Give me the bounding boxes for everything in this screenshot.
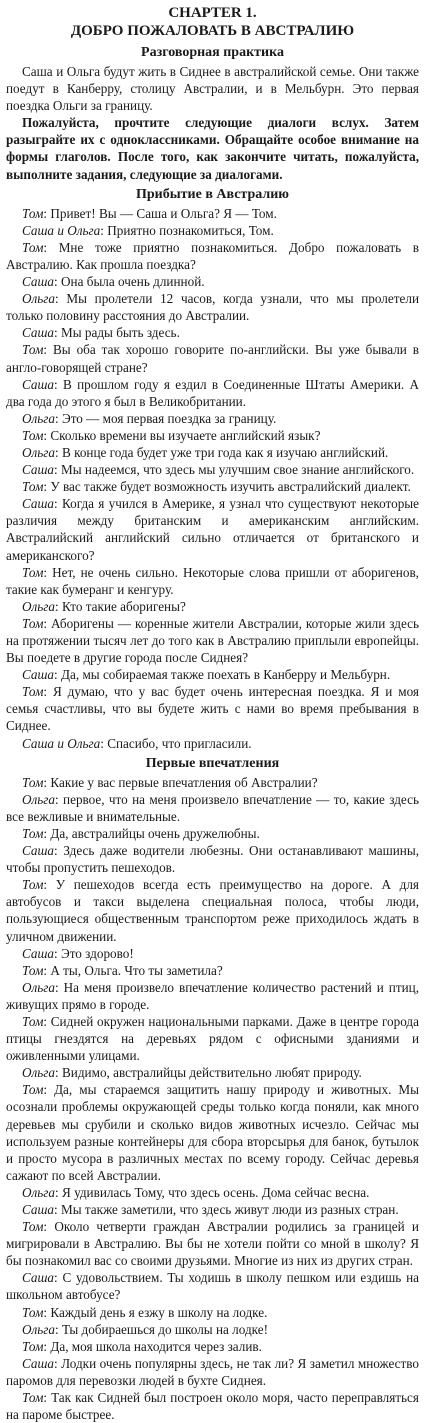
dialogue-line: Саша: Мы надеемся, что здесь мы улучшим свое знание английского. <box>22 462 415 478</box>
dialogue-line: Саша: Мы также заметили, что здесь живут люди из разных стран. <box>22 1202 399 1217</box>
paragraph-text: Каждый день я езжу в школу на лодке. <box>50 1304 268 1320</box>
paragraph-text: Какие у вас первые впечатления об Австралии? <box>50 774 318 790</box>
speaker-name: Том <box>22 1082 44 1098</box>
speaker-name: Том <box>22 205 44 221</box>
paragraph-text: Приятно познакомиться, Том. <box>107 222 274 238</box>
dialogue-line: Саша и Ольга: Спасибо, что пригласили. <box>22 735 252 751</box>
dialogue-line: Том: У пешеходов всегда есть преимущество на дороге. А для автобусов и такси выделена специальная полоса, чтобы люди, пользующиеся общественным транспортом реже приходилось ждать в уличном движении. <box>6 877 419 944</box>
paragraph-text: С удовольствием. Ты ходишь в школу пешком или ездишь на школьном автобусе? <box>6 1270 419 1303</box>
speaker-name: Саша и Ольга <box>22 735 101 751</box>
paragraph-text: Около четверти граждан Австралии родились за границей и мигрировали в Австралию. Вы бы не хотели пойти со мной в школу? Я бы познакомил вас со своими друзьями. Многие из них из других стран. <box>6 1219 419 1269</box>
speaker-name: Том <box>22 877 44 893</box>
dialogue-line: Том: А ты, Ольга. Что ты заметила? <box>22 962 223 978</box>
speaker-name: Том <box>22 1219 44 1235</box>
dialogue-line: Саша: В прошлом году я ездил в Соединенные Штаты Америки. А два года до этого я был в Великобритании. <box>6 376 419 409</box>
dialogue-line: Саша: Мы рады быть здесь. <box>22 325 180 341</box>
section-title: Разговорная практика <box>141 45 284 60</box>
chapter-label: CHAPTER 1. <box>168 5 257 21</box>
dialogue-line: Том: Нет, не очень сильно. Некоторые слова пришли от аборигенов, такие как бумеранг и кенгуру. <box>6 564 419 597</box>
speaker-name: Ольга <box>22 410 56 426</box>
dialogue-line: Саша: Здесь даже водители любезны. Они останавливают машины, чтобы пропустить пешеходов. <box>6 843 420 876</box>
paragraph-text: Это здорово! <box>61 945 134 961</box>
speaker-name: Ольга <box>22 1184 56 1200</box>
paragraph-text: Сидней окружен национальными парками. Даже в центре города птицы гнездятся на деревьях рядом с офисными зданиями и оживленными улицами. <box>6 1013 419 1064</box>
paragraph-text: Здесь даже водители любезны. Они останавливают машины, чтобы пропустить пешеходов. <box>6 843 420 876</box>
paragraph-text: Привет! Вы — Саша и Ольга? Я — Том. <box>50 205 277 221</box>
paragraph-text: Саша и Ольга будут жить в Сиднее в австралийской семье. Они также поедут в Канберру, столицу Австралии, и в Мельбурн. Это первая поездка Ольги за границу. <box>6 64 419 114</box>
speaker-name: Ольга <box>22 979 56 995</box>
paragraph-text: Так как Сидней был построен около моря, часто переправляться на пароме быстрее. <box>6 1390 419 1423</box>
paragraph-text: первое, что на меня произвело впечатление — то, какие здесь все вежливые и внимательные. <box>6 791 419 824</box>
speaker-name: Саша <box>22 376 55 392</box>
paragraph-text: Это — моя первая поездка за границу. <box>61 410 277 426</box>
speaker-name: Том <box>22 342 44 358</box>
speaker-name: Ольга <box>22 1321 56 1337</box>
paragraph-text: Да, моя школа находится через залив. <box>50 1338 262 1354</box>
dialogue-line: Том: Вы оба так хорошо говорите по-английски. Вы уже бывали в англо-говорящей стране? <box>6 342 419 375</box>
dialogue-line: Том: Мне тоже приятно познакомиться. Добро пожаловать в Австралию. Как прошла поездка? <box>6 239 419 272</box>
speaker-name: Ольга <box>22 791 56 807</box>
dialogue-line: Том: Сколько времени вы изучаете английский язык? <box>22 427 321 443</box>
paragraph-text: У пешеходов всегда есть преимущество на дороге. А для автобусов и такси выделена специальная полоса, чтобы люди, пользующиеся общественным транспортом реже приходилось ждать в уличном движении. <box>6 877 419 944</box>
dialogue-line: Том: Да, моя школа находится через залив. <box>22 1338 262 1354</box>
dialogue-line: Саша: С удовольствием. Ты ходишь в школу пешком или ездишь на школьном автобусе? <box>6 1270 419 1303</box>
speaker-name: Том <box>22 427 44 443</box>
paragraph-text: Когда я учился в Америке, я узнал что существуют некоторые различия между британским и американским английским. Австралийский английский сильно отличается от британского и американского? <box>6 496 419 563</box>
paragraph-text: Аборигены — коренные жители Австралии, которые жили здесь на протяжении тысяч лет до того как в Австралию приплыли европейцы. Вы поедете в другие города после Сиднея? <box>6 615 419 666</box>
dialogue-line: Ольга: Мы пролетели 12 часов, когда узнали, что мы пролетели только половину расстояния до Австралии. <box>6 291 419 324</box>
speaker-name: Том <box>22 825 44 841</box>
dialogue-line: Том: Какие у вас первые впечатления об Австралии? <box>22 774 318 790</box>
dialogue-line: Том: Около четверти граждан Австралии родились за границей и мигрировали в Австралию. Вы бы не хотели пойти со мной в школу? Я бы познакомил вас со своими друзьями. Многие из них из других стран. <box>6 1219 419 1269</box>
paragraph-text: В прошлом году я ездил в Соединенные Штаты Америки. А два года до этого я был в Великобритании. <box>6 376 419 409</box>
speaker-name: Том <box>22 684 44 700</box>
dialogue-line: Том: Да, мы стараемся защитить нашу природу и животных. Мы осознали проблемы окружающей среды только когда поняли, как много деревьев мы срубили и сколько видов животных исчезло. Сейчас мы используем разные контейнеры для сбора вторсырья для банок, бутылок и просто мусора в различных местах по всему городу. Сейчас деревья сажают по всей Австралии. <box>6 1082 419 1183</box>
speaker-name: Том <box>22 774 44 790</box>
paragraph-text: Ты добираешься до школы на лодке! <box>61 1321 268 1337</box>
speaker-name: Ольга <box>22 598 56 614</box>
speaker-name: Том <box>22 1338 44 1354</box>
paragraph-text: Видимо, австралийцы действительно любят природу. <box>61 1065 362 1081</box>
speaker-name: Саша и Ольга <box>22 222 101 238</box>
paragraph-text: Кто такие аборигены? <box>61 598 186 614</box>
document-page <box>6 4 419 1423</box>
chapter-title: ДОБРО ПОЖАЛОВАТЬ В АВСТРАЛИЮ <box>70 23 355 39</box>
speaker-name: Ольга <box>22 291 56 307</box>
speaker-name: Саша <box>22 1355 55 1371</box>
paragraph-text: Мы надеемся, что здесь мы улучшим свое знание английского. <box>61 462 415 478</box>
paragraph <box>6 63 419 114</box>
dialogue-line: Саша: Когда я учился в Америке, я узнал что существуют некоторые различия между британским и американским английским. Австралийский английский сильно отличается от британского и американского? <box>6 496 419 563</box>
section-title: Прибытие в Австралию <box>135 186 290 202</box>
paragraph-text: Да, австралийцы очень дружелюбны. <box>50 825 260 841</box>
paragraph-text: Да, мы собираемая также поехать в Канберру и Мельбурн. <box>61 667 391 683</box>
paragraph-text: Мне тоже приятно познакомиться. Добро пожаловать в Австралию. Как прошла поездка? <box>6 239 419 272</box>
paragraph-text: Пожалуйста, прочтите следующие диалоги вслух. Затем разыграйте их с одноклассниками. Обращайте особое внимание на формы глаголов. После того, как закончите читать, пожалуйста, выполните задания, следующие за диалогами. <box>6 115 419 182</box>
speaker-name: Том <box>22 962 44 978</box>
dialogue-line: Том: Так как Сидней был построен около моря, часто переправляться на пароме быстрее. <box>6 1390 419 1423</box>
dialogue-line: Том: Сидней окружен национальными парками. Даже в центре города птицы гнездятся на деревьях рядом с офисными зданиями и оживленными улицами. <box>6 1013 419 1064</box>
dialogue-line: Том: Да, австралийцы очень дружелюбны. <box>22 825 260 841</box>
dialogue-line: Том: У вас также будет возможность изучить австралийский диалект. <box>22 479 411 495</box>
speaker-name: Ольга <box>22 444 56 460</box>
section-title: Первые впечатления <box>145 755 280 771</box>
paragraph-text: Сколько времени вы изучаете английский язык? <box>50 427 321 443</box>
speaker-name: Том <box>22 564 44 580</box>
dialogue-line: Том: Привет! Вы — Саша и Ольга? Я — Том. <box>22 205 277 221</box>
speaker-name: Ольга <box>22 1065 56 1081</box>
dialogue-line: Саша: Она была очень длинной. <box>22 274 205 290</box>
dialogue-line: Ольга: Видимо, австралийцы действительно любят природу. <box>22 1065 362 1081</box>
paragraph-text: Мы пролетели 12 часов, когда узнали, что мы пролетели только половину расстояния до Австралии. <box>6 291 419 324</box>
paragraph-text: Спасибо, что пригласили. <box>107 735 252 751</box>
dialogue-line: Саша и Ольга: Приятно познакомиться, Том. <box>22 222 274 238</box>
dialogue-line: Том: Аборигены — коренные жители Австралии, которые жили здесь на протяжении тысяч лет до того как в Австралию приплыли европейцы. Вы поедете в другие города после Сиднея? <box>6 615 419 666</box>
speaker-name: Саша <box>22 945 55 961</box>
speaker-name: Саша <box>22 667 55 683</box>
paragraph-text: Я удивилась Тому, что здесь осень. Дома сейчас весна. <box>61 1184 370 1200</box>
paragraph-text: Да, мы стараемся защитить нашу природу и животных. Мы осознали проблемы окружающей среды только когда поняли, как много деревьев мы срубили и сколько видов животных исчезло. Сейчас мы используем разные контейнеры для сбора вторсырья для банок, бутылок и просто мусора в различных местах по всему городу. Сейчас деревья сажают по всей Австралии. <box>6 1082 419 1183</box>
speaker-name: Саша <box>22 462 55 478</box>
paragraph-text: Мы также заметили, что здесь живут люди из разных стран. <box>61 1202 399 1217</box>
dialogue-line: Ольга: первое, что на меня произвело впечатление — то, какие здесь все вежливые и внимательные. <box>6 791 419 824</box>
document-body <box>6 44 419 1423</box>
speaker-name: Саша <box>22 496 55 512</box>
dialogue-line: Саша: Да, мы собираемая также поехать в Канберру и Мельбурн. <box>22 667 391 683</box>
paragraph-text: Она была очень длинной. <box>61 274 205 290</box>
speaker-name: Том <box>22 615 44 631</box>
paragraph-text: Лодки очень популярны здесь, не так ли? Я заметил множество паромов для перевозки людей в бухте Сиднея. <box>6 1355 419 1388</box>
paragraph-text: Нет, не очень сильно. Некоторые слова пришли от аборигенов, такие как бумеранг и кенгуру. <box>6 564 419 597</box>
dialogue-line: Саша: Лодки очень популярны здесь, не так ли? Я заметил множество паромов для перевозки людей в бухте Сиднея. <box>6 1355 419 1388</box>
dialogue-line: Ольга: Это — моя первая поездка за границу. <box>22 410 277 426</box>
speaker-name: Том <box>22 239 44 255</box>
speaker-name: Саша <box>22 274 55 290</box>
speaker-name: Том <box>22 1013 44 1029</box>
paragraph-text: В конце года будет уже три года как я изучаю английский. <box>61 444 389 460</box>
dialogue-line: Ольга: В конце года будет уже три года как я изучаю английский. <box>22 444 389 460</box>
speaker-name: Саша <box>22 325 55 341</box>
paragraph-text: Я думаю, что у вас будет очень интересная поездка. Я и моя семья счастливы, что вы будете жить с нами во время пребывания в Сиднее. <box>6 684 419 734</box>
speaker-name: Саша <box>22 843 55 859</box>
paragraph-text: Мы рады быть здесь. <box>61 325 180 341</box>
speaker-name: Том <box>22 1304 44 1320</box>
dialogue-line: Ольга: Ты добираешься до школы на лодке! <box>22 1321 268 1337</box>
paragraph <box>6 114 419 182</box>
dialogue-line: Ольга: На меня произвело впечатление количество растений и птиц, живущих прямо в городе. <box>6 979 419 1012</box>
paragraph-text: Вы оба так хорошо говорите по-английски. Вы уже бывали в англо-говорящей стране? <box>6 342 419 375</box>
dialogue-line: Саша: Это здорово! <box>22 945 134 961</box>
speaker-name: Том <box>22 1390 44 1406</box>
dialogue-line: Ольга: Кто такие аборигены? <box>22 598 186 614</box>
speaker-name: Саша <box>22 1202 55 1217</box>
dialogue-line: Том: Я думаю, что у вас будет очень интересная поездка. Я и моя семья счастливы, что вы будете жить с нами во время пребывания в Сиднее. <box>6 684 419 734</box>
paragraph-text: У вас также будет возможность изучить австралийский диалект. <box>50 479 411 495</box>
speaker-name: Саша <box>22 1270 55 1286</box>
dialogue-line: Том: Каждый день я езжу в школу на лодке. <box>22 1304 268 1320</box>
paragraph-text: А ты, Ольга. Что ты заметила? <box>50 962 223 978</box>
speaker-name: Том <box>22 479 44 495</box>
paragraph-text: На меня произвело впечатление количество растений и птиц, живущих прямо в городе. <box>6 979 419 1012</box>
dialogue-line: Ольга: Я удивилась Тому, что здесь осень. Дома сейчас весна. <box>22 1184 370 1200</box>
